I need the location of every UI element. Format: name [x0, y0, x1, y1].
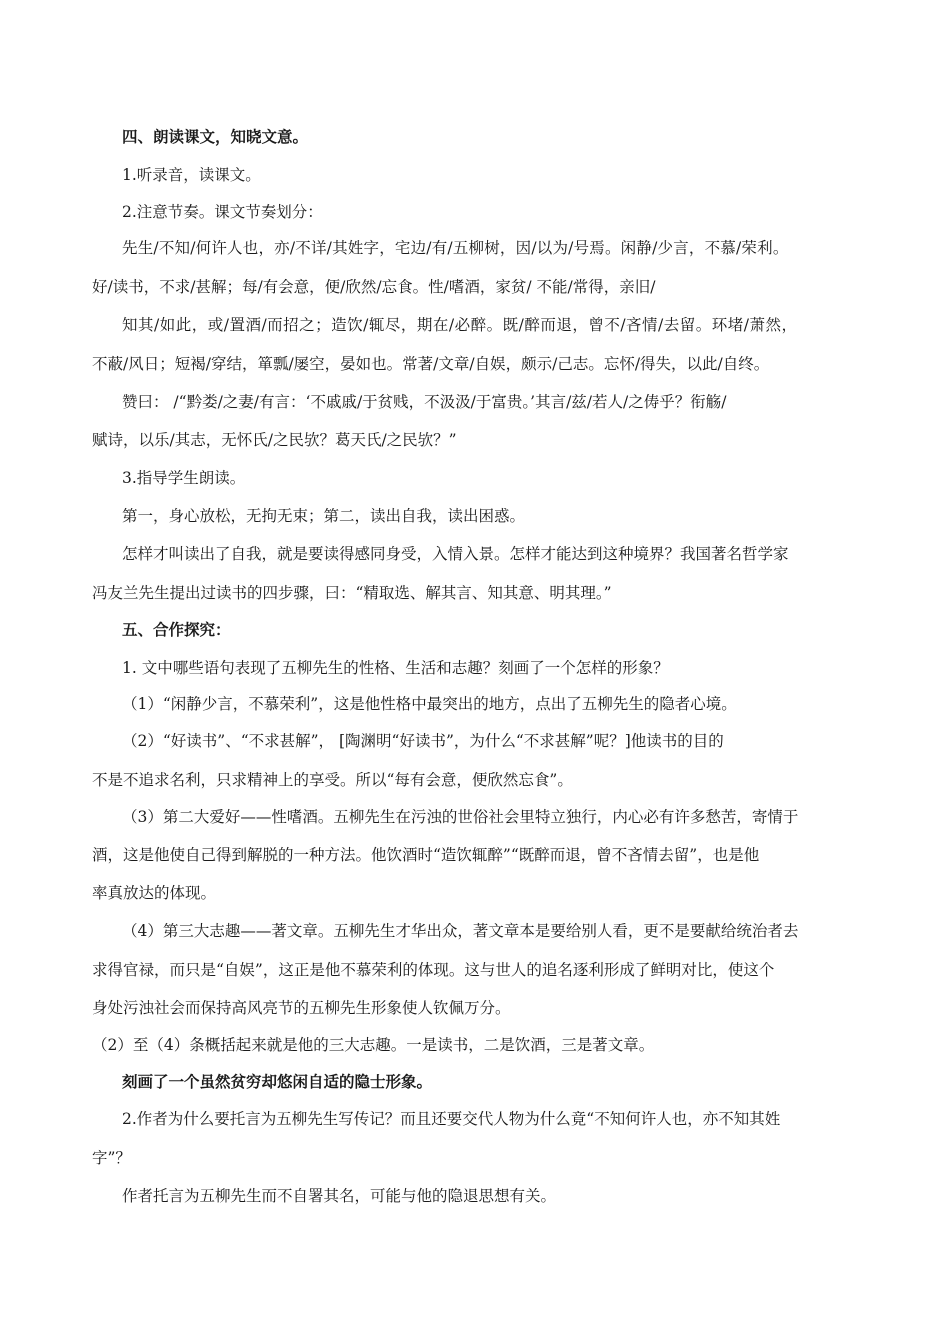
paragraph-line: 好/读书，不求/甚解；每/有会意，便/欣然/忘食。性/嗜酒，家贫/ 不能/常得，亲旧/ [92, 278, 656, 296]
paragraph-line: 先生/不知/何许人也，亦/不详/其姓字，宅边/有/五柳树，因/以为/号焉。闲静/少言，不慕/荣利。 [122, 239, 789, 257]
paragraph-line: 身处污浊社会而保持高风亮节的五柳先生形象使人钦佩万分。 [92, 999, 511, 1017]
paragraph-line: 赋诗，以乐/其志，无怀氏/之民欤？葛天氏/之民欤？” [92, 431, 457, 449]
paragraph-line: 3.指导学生朗读。 [122, 469, 246, 487]
paragraph-line: （3）第二大爱好——性嗜酒。五柳先生在污浊的世俗社会里特立独行，内心必有许多愁苦，寄情于 [122, 808, 799, 826]
paragraph-line: 字”？ [92, 1149, 131, 1167]
paragraph-line: 不蔽/风日；短褐/穿结，箪瓢/屡空，晏如也。常著/文章/自娱，颇示/己志。忘怀/得失，以此/自终。 [92, 355, 770, 373]
paragraph-line: （4）第三大志趣——著文章。五柳先生才华出众，著文章本是要给别人看，更不是要献给统治者去 [122, 922, 799, 940]
paragraph-line: 第一，身心放松，无拘无束；第二，读出自我，读出困惑。 [122, 507, 526, 525]
paragraph-line: 1.听录音，读课文。 [122, 166, 261, 184]
paragraph-line: 赞曰： /“黔娄/之妻/有言：‘不戚戚/于贫贱，不汲汲/于富贵。’其言/兹/若人/之俦乎？衔觞/ [122, 393, 727, 411]
paragraph-line: 酒，这是他使自己得到解脱的一种方法。他饮酒时“造饮辄醉”“既醉而退，曾不吝情去留”，也是他 [92, 846, 760, 864]
section-heading-5: 五、合作探究： [122, 621, 231, 639]
paragraph-line: 怎样才叫读出了自我，就是要读得感同身受，入情入景。怎样才能达到这种境界？我国著名哲学家 [122, 545, 789, 563]
paragraph-line: 率真放达的体现。 [92, 884, 217, 902]
paragraph-line: 作者托言为五柳先生而不自署其名，可能与他的隐退思想有关。 [122, 1187, 557, 1205]
paragraph-line: 求得官禄，而只是“自娱”，这正是他不慕荣利的体现。这与世人的追名逐利形成了鲜明对比，使这个 [92, 961, 775, 979]
section-heading-4: 四、朗读课文，知晓文意。 [122, 128, 309, 146]
paragraph-line: （2）“好读书”、“不求甚解”， [陶渊明“好读书”，为什么“不求甚解”呢？]他读书的目的 [122, 732, 724, 750]
paragraph-line: 不是不追求名利，只求精神上的享受。所以“每有会意，便欣然忘食”。 [92, 771, 573, 789]
paragraph-line: （2）至（4）条概括起来就是他的三大志趣。一是读书，二是饮酒，三是著文章。 [92, 1036, 655, 1054]
paragraph-line: 1. 文中哪些语句表现了五柳先生的性格、生活和志趣？刻画了一个怎样的形象？ [122, 659, 669, 677]
paragraph-line: （1）“闲静少言，不慕荣利”，这是他性格中最突出的地方，点出了五柳先生的隐者心境。 [122, 695, 737, 713]
paragraph-line: 2.注意节奏。课文节奏划分： [122, 203, 323, 221]
paragraph-line: 2.作者为什么要托言为五柳先生写传记？而且还要交代人物为什么竟“不知何许人也，亦不知其姓 [122, 1110, 781, 1128]
paragraph-line: 冯友兰先生提出过读书的四步骤，曰：“精取选、解其言、知其意、明其理。” [92, 584, 612, 602]
summary-bold-line: 刻画了一个虽然贫穷却悠闲自适的隐士形象。 [122, 1073, 433, 1091]
paragraph-line: 知其/如此，或/置酒/而招之；造饮/辄尽，期在/必醉。既/醉而退，曾不/吝情/去留。环堵/萧然， [122, 316, 798, 334]
